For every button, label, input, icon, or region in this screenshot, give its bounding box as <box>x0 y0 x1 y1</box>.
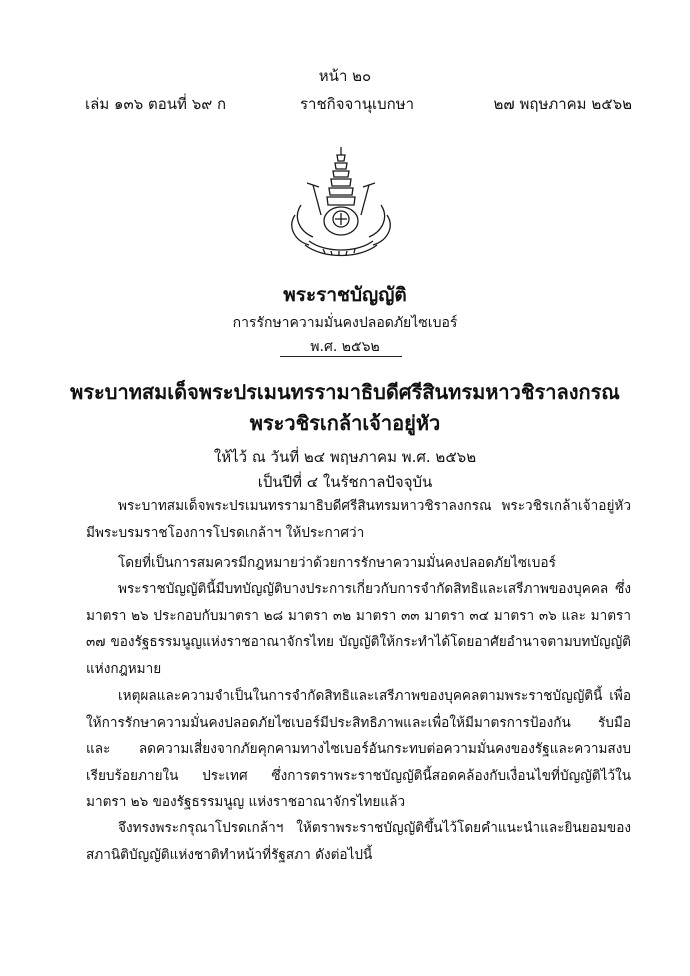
publication-name: ราชกิจจานุเบกษา <box>300 95 415 113</box>
royal-seal-emblem-icon <box>273 145 409 260</box>
act-title: พระราชบัญญัติ <box>283 284 407 306</box>
paragraph-proclamation <box>86 493 631 546</box>
page-number: หน้า ๒๐ <box>318 67 372 85</box>
volume-issue: เล่ม ๑๓๖ ตอนที่ ๖๙ ก <box>85 95 227 113</box>
paragraph-text: จึงทรงพระกรุณาโปรดเกล้าฯ ให้ตราพระราชบัญญัติขึ้นไว้โดยคำแนะนำและยินยอมของ สภานิติบัญญัติแห่งชาติทำหน้าที่รัฐสภา ดังต่อไปนี้ <box>86 820 631 863</box>
publication-date: ๒๗ พฤษภาคม ๒๕๖๒ <box>493 95 632 113</box>
paragraph-text: เหตุผลและความจำเป็นในการจำกัดสิทธิและเสรีภาพของบุคคลตามพระราชบัญญัตินี้ เพื่อให้การรักษาความมั่นคงปลอดภัยไซเบอร์มีประสิทธิภาพและเพื่อให้มีมาตรการป้องกัน รับมือ และ ลดความเสี่ยงจากภัยคุกคามทางไซเบอร์อันกระทบต่อความมั่นคงของรัฐและความสงบเรียบร้อยภายใน ประเทศ ซึ่งการตราพระราชบัญญัตินี้สอดคล้องกับเงื่อนไขที่บัญญัติไว้ในมาตรา ๒๖ ของรัฐธรรมนูญ แห่งราชอาณาจักรไทยแล้ว <box>86 688 631 810</box>
paragraph-text: โดยที่เป็นการสมควรมีกฎหมายว่าด้วยการรักษาความมั่นคงปลอดภัยไซเบอร์ <box>118 555 556 571</box>
given-date: ให้ไว้ ณ วันที่ ๒๔ พฤษภาคม พ.ศ. ๒๕๖๒ <box>213 448 477 466</box>
act-year: พ.ศ. ๒๕๖๒ <box>310 339 380 355</box>
act-subtitle: การรักษาความมั่นคงปลอดภัยไซเบอร์ <box>232 315 458 331</box>
divider <box>280 356 402 357</box>
paragraph-text: พระบาทสมเด็จพระปรเมนทรรามาธิบดีศรีสินทรมหาวชิราลงกรณ พระวชิรเกล้าเจ้าอยู่หัว มีพระบรมราชโองการโปรดเกล้าฯ ให้ประกาศว่า <box>86 498 631 541</box>
paragraph-text: พระราชบัญญัตินี้มีบทบัญญัติบางประการเกี่ยวกับการจำกัดสิทธิและเสรีภาพของบุคคล ซึ่งมาตรา ๒๖ ประกอบกับมาตรา ๒๘ มาตรา ๓๒ มาตรา ๓๓ มาตรา ๓๔ มาตรา ๓๖ และ มาตรา ๓๗ ของรัฐธรรมนูญแห่งราชอาณาจักรไทย บัญญัติให้กระทำได้โดยอาศัยอำนาจตามบทบัญญัติ แห่งกฎหมาย <box>86 581 631 677</box>
paragraph-purpose <box>86 550 631 577</box>
reign-year: เป็นปีที่ ๔ ในรัชกาลปัจจุบัน <box>257 473 433 491</box>
paragraph-rationale <box>86 683 631 816</box>
king-name-line-1: พระบาทสมเด็จพระปรเมนทรรามาธิบดีศรีสินทรมหาวชิราลงกรณ <box>70 380 620 404</box>
king-name-line-2: พระวชิรเกล้าเจ้าอยู่หัว <box>249 411 441 435</box>
paragraph-rights-restriction <box>86 576 631 682</box>
paragraph-enactment <box>86 815 631 868</box>
